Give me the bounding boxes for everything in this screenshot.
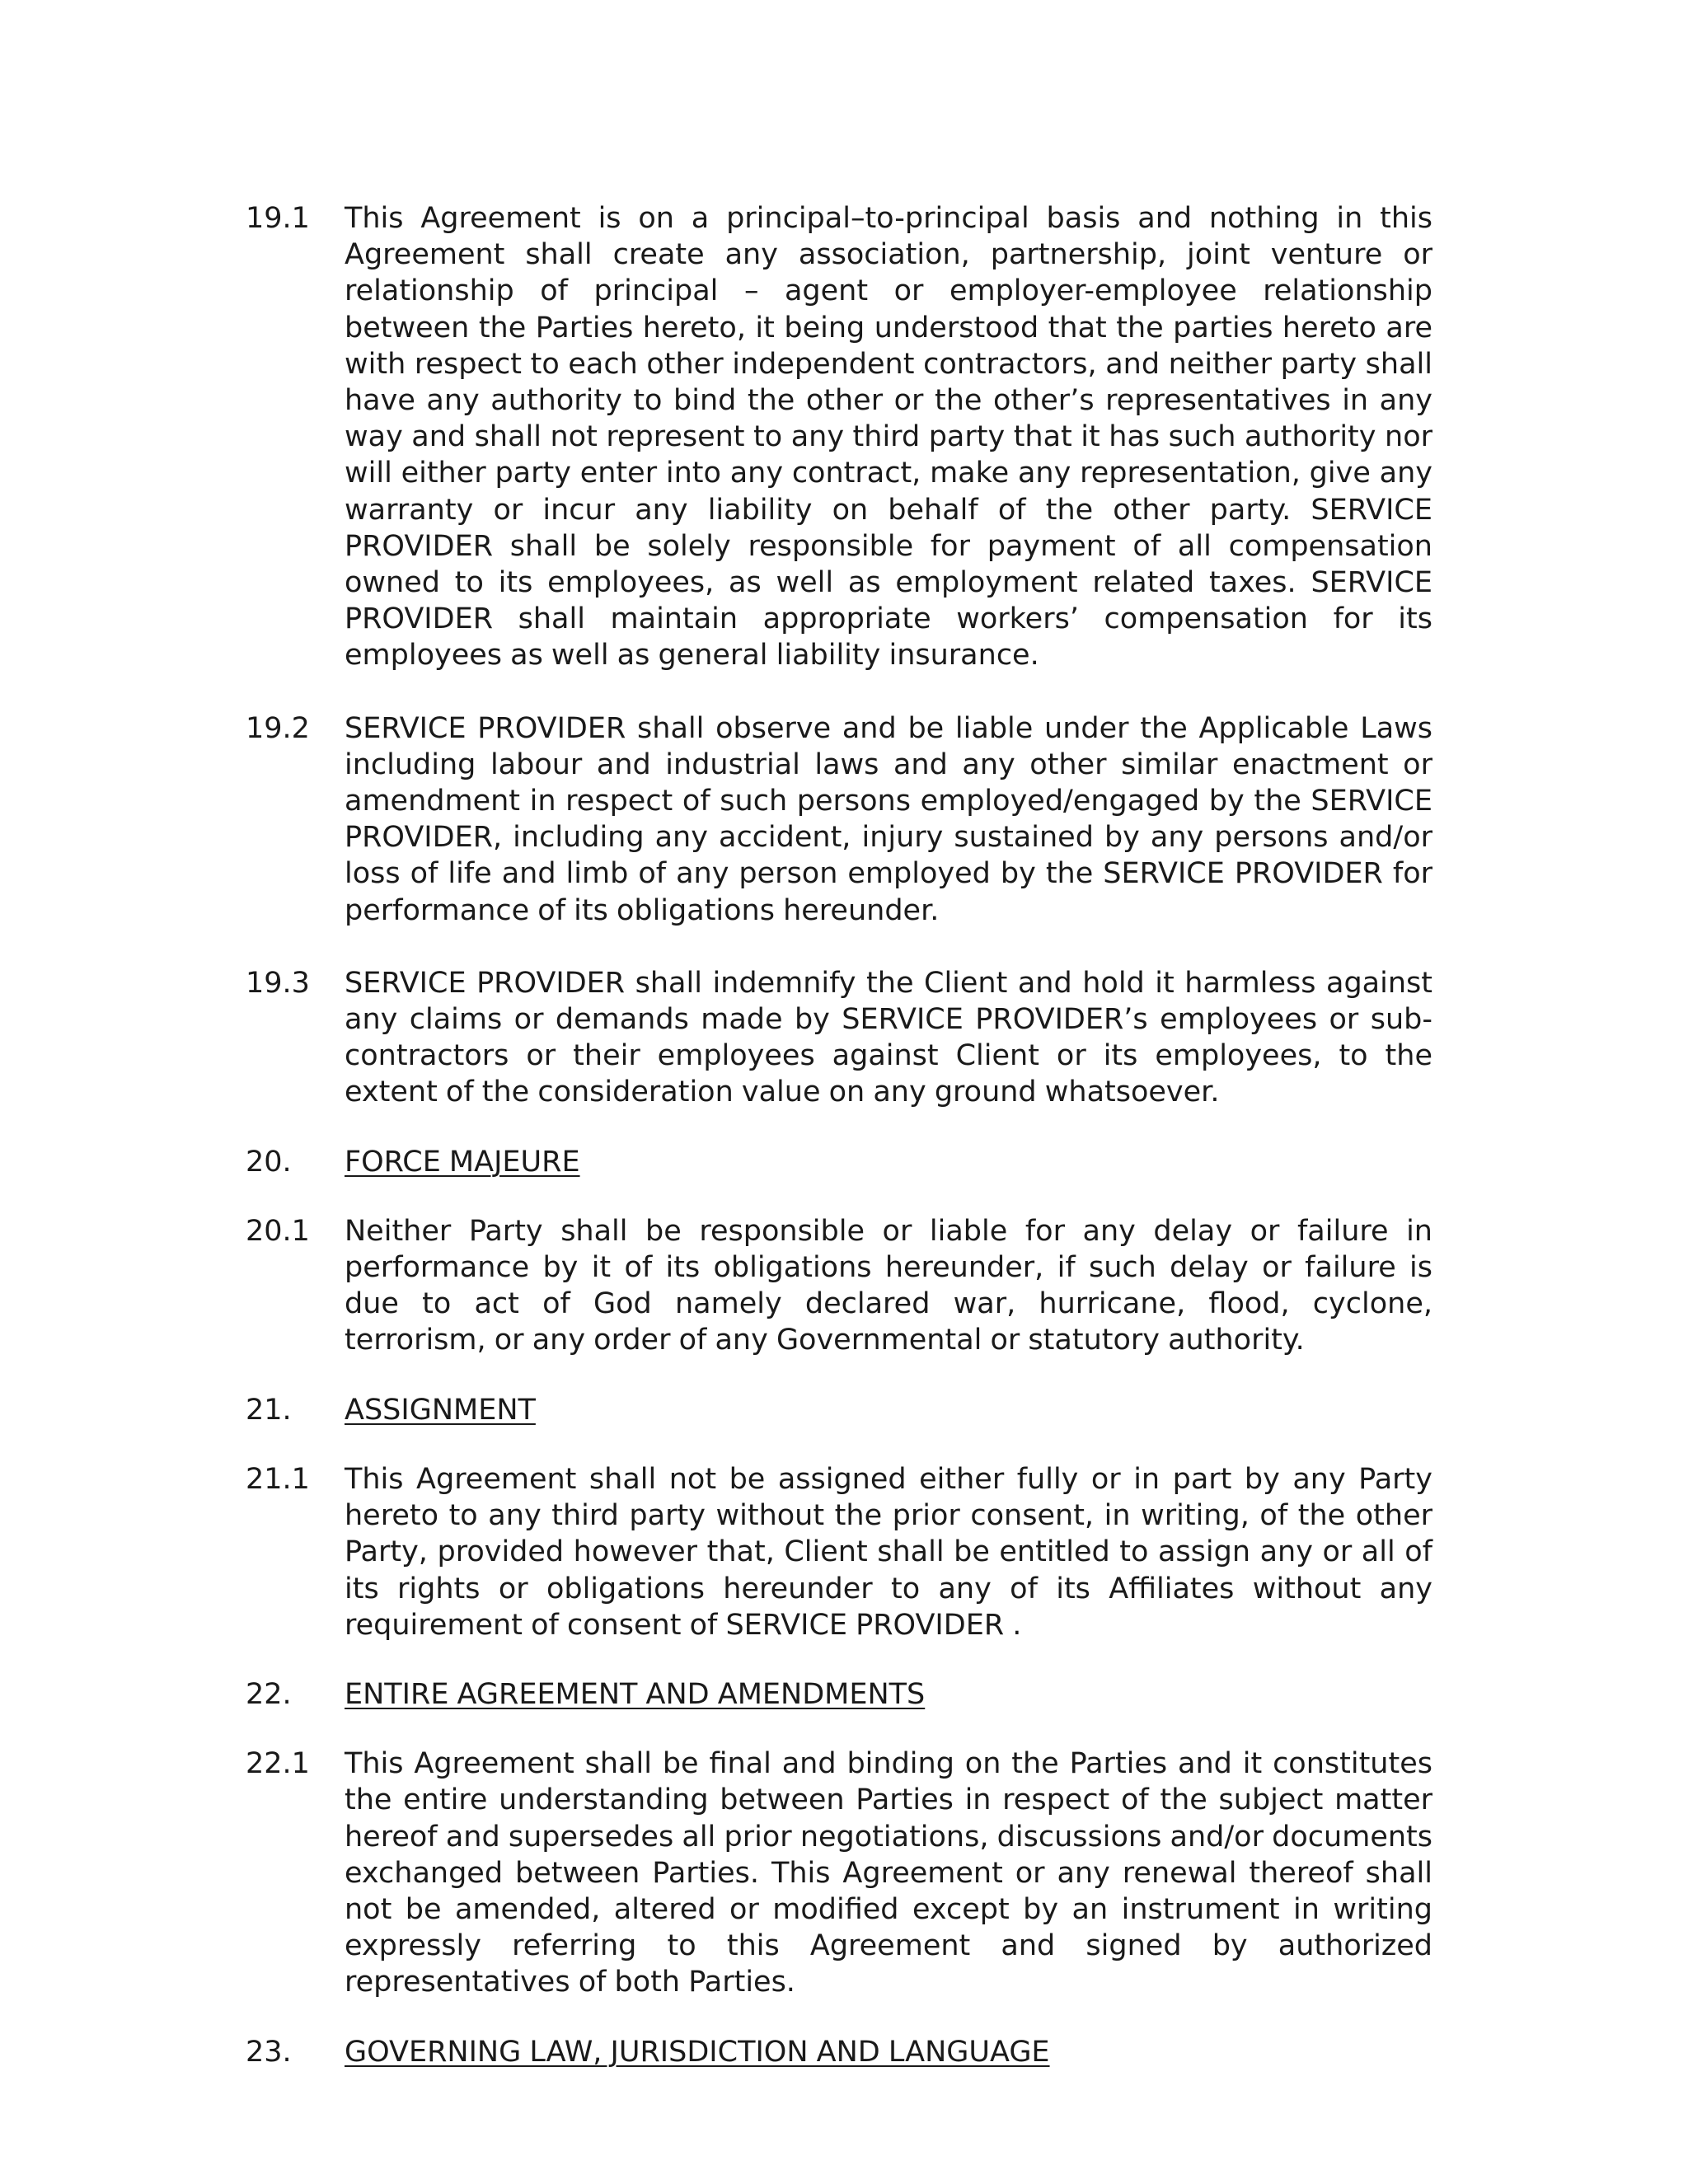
clause-number: 21.1: [246, 1462, 310, 1496]
clause-22-1: [246, 1746, 1432, 2000]
section-heading-assignment: [246, 1392, 1432, 1428]
section-title: ENTIRE AGREEMENT AND AMENDMENTS: [345, 1677, 926, 1711]
clause-21-1: [246, 1461, 1432, 1643]
clause-text: SERVICE PROVIDER shall observe and be liable under the Applicable Laws including labour and industrial laws and any other similar enactment or amendment in respect of such persons employed/engaged by the SERVICE PROVIDER, including any accident, injury sustained by any persons and/or loss of life and limb of any person employed by the SERVICE PROVIDER for performance of its obligations hereunder.: [345, 711, 1432, 927]
clause-text: Neither Party shall be responsible or liable for any delay or failure in performance by it of its obligations hereunder, if such delay or failure is due to act of God namely declared war, hurricane, flood, cyclone, terrorism, or any order of any Governmental or statutory authority.: [345, 1214, 1432, 1357]
clause-text: SERVICE PROVIDER shall indemnify the Client and hold it harmless against any claims or demands made by SERVICE PROVIDER’s employees or sub-contractors or their employees against Client or its employees, to the extent of the consideration value on any ground whatsoever.: [345, 966, 1432, 1109]
clause-19-2: [246, 710, 1432, 929]
section-number: 23.: [246, 2035, 292, 2069]
clause-20-1: [246, 1213, 1432, 1359]
section-number: 22.: [246, 1677, 292, 1711]
clause-number: 19.3: [246, 966, 310, 1000]
clause-text: This Agreement shall be final and binding on the Parties and it constitutes the entire understanding between Parties in respect of the subject matter hereof and supersedes all prior negotiations, discussions and/or documents exchanged between Parties. This Agreement or any renewal thereof shall not be amended, altered or modified except by an instrument in writing expressly referring to this Agreement and signed by authorized representatives of both Parties.: [345, 1747, 1432, 1999]
clause-19-1: [246, 200, 1432, 674]
section-number: 20.: [246, 1145, 292, 1179]
section-heading-entire-agreement: [246, 1676, 1432, 1713]
section-title: FORCE MAJEURE: [345, 1145, 580, 1179]
clause-number: 19.2: [246, 711, 310, 745]
document-body: [246, 200, 1432, 2070]
clause-number: 20.1: [246, 1214, 310, 1248]
section-title: GOVERNING LAW, JURISDICTION AND LANGUAGE: [345, 2035, 1050, 2069]
clause-text: This Agreement is on a principal–to-principal basis and nothing in this Agreement shall create any association, partnership, joint venture or relationship of principal – agent or employer-employee relationship between the Parties hereto, it being understood that the parties hereto are with respect to each other independent contractors, and neither party shall have any authority to bind the other or the other’s representatives in any way and shall not represent to any third party that it has such authority nor will either party enter into any contract, make any representation, give any warranty or incur any liability on behalf of the other party. SERVICE PROVIDER shall be solely responsible for payment of all compensation owned to its employees, as well as employment related taxes. SERVICE PROVIDER shall maintain appropriate workers’ compensation for its employees as well as general liability insurance.: [345, 202, 1432, 673]
clause-number: 19.1: [246, 202, 310, 235]
section-heading-governing-law: [246, 2034, 1432, 2070]
section-heading-force-majeure: [246, 1144, 1432, 1180]
section-number: 21.: [246, 1393, 292, 1427]
section-title: ASSIGNMENT: [345, 1393, 536, 1427]
clause-19-3: [246, 965, 1432, 1111]
clause-number: 22.1: [246, 1747, 310, 1781]
clause-text: This Agreement shall not be assigned either fully or in part by any Party hereto to any third party without the prior consent, in writing, of the other Party, provided however that, Client shall be entitled to assign any or all of its rights or obligations hereunder to any of its Affiliates without any requirement of consent of SERVICE PROVIDER .: [345, 1462, 1432, 1642]
